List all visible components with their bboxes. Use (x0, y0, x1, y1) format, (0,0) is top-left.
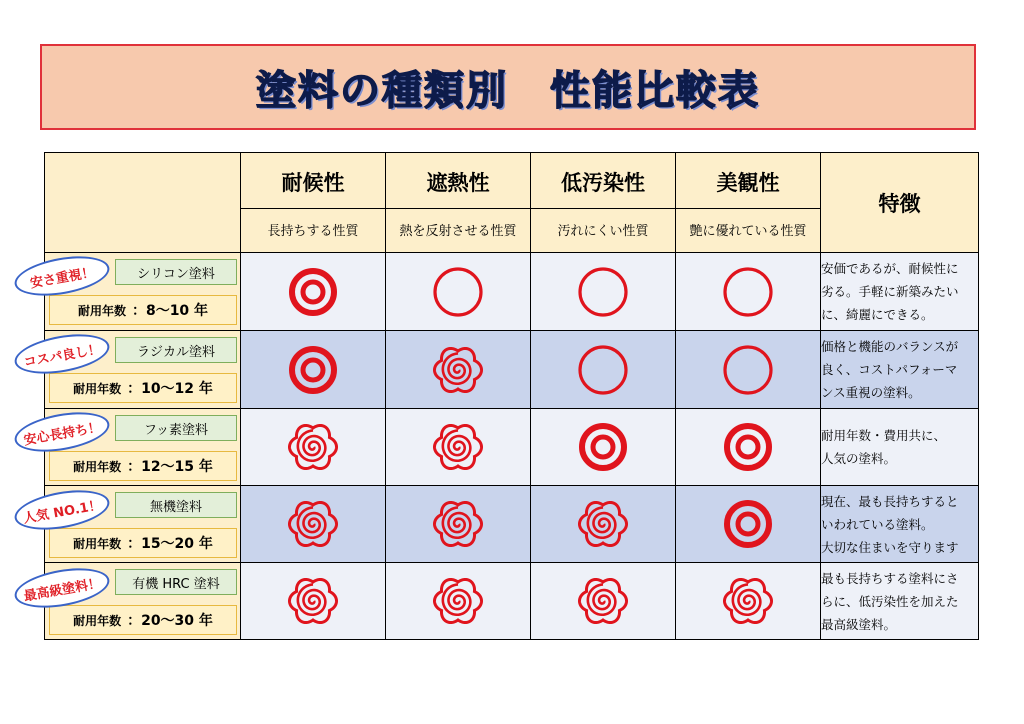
rating-cell (241, 331, 386, 409)
flower-rating-icon (284, 495, 342, 553)
rating-cell (676, 331, 821, 409)
description-line: ンス重視の塗料。 (821, 385, 921, 400)
rating-cell (386, 253, 531, 331)
description-line: 良く、コストパフォーマ (821, 362, 958, 377)
description-line: らに、低汚染性を加えた (821, 593, 959, 609)
durability-label: 耐用年数 (73, 613, 122, 628)
rating-cell (386, 331, 531, 409)
rating-cell (676, 409, 821, 486)
description-line: 最高級塗料。 (821, 616, 897, 632)
durability-value: ：10～12 年 (127, 381, 213, 397)
durability-value: ：15～20 年 (127, 536, 213, 552)
flower-rating-icon (429, 495, 487, 553)
feature-description (821, 331, 979, 409)
circle-rating-icon (719, 341, 777, 399)
rating-cell (241, 409, 386, 486)
double-circle-rating-icon (284, 341, 342, 399)
paint-name: ラジカル塗料 (115, 337, 237, 363)
promo-badge: 安さ重視！ (12, 250, 113, 302)
flower-rating-icon (429, 418, 487, 476)
rating-cell (531, 486, 676, 563)
description-line: 耐用年数・費用共に、 (821, 428, 947, 443)
durability-years (49, 605, 237, 635)
description-line: 現在、最も長持ちすると (821, 493, 959, 509)
description-line: 人気の塗料。 (821, 451, 897, 466)
circle-rating-icon (574, 263, 632, 321)
table-row (45, 563, 979, 640)
comparison-table (44, 152, 979, 640)
durability-years (49, 295, 237, 325)
circle-rating-icon (574, 341, 632, 399)
flower-rating-icon (429, 341, 487, 399)
paint-name: 無機塗料 (115, 492, 237, 518)
durability-label: 耐用年数 (73, 459, 122, 474)
description-line: に、綺麗にできる。 (821, 307, 934, 322)
durability-value: ：12～15 年 (127, 459, 213, 475)
rating-cell (531, 331, 676, 409)
rating-cell (676, 486, 821, 563)
header-heat-shielding: 遮熱性 熱を反射させる性質 (386, 153, 531, 253)
table-row (45, 331, 979, 409)
rating-cell (241, 486, 386, 563)
paint-name: シリコン塗料 (115, 259, 237, 285)
paint-name: 有機 HRC 塗料 (115, 569, 237, 595)
flower-rating-icon (429, 572, 487, 630)
flower-rating-icon (574, 572, 632, 630)
durability-label: 耐用年数 (77, 303, 126, 318)
durability-years (49, 373, 237, 403)
table-row (45, 409, 979, 486)
double-circle-rating-icon (719, 495, 777, 553)
promo-badge: 人気 NO.1！ (12, 484, 113, 536)
table-row (45, 253, 979, 331)
table-row (45, 486, 979, 563)
flower-rating-icon (284, 572, 342, 630)
rating-cell (386, 486, 531, 563)
rating-cell (676, 253, 821, 331)
flower-rating-icon (574, 495, 632, 553)
promo-badge: 安心長持ち！ (12, 406, 113, 458)
header-features: 特徴 (821, 153, 979, 253)
rating-cell (386, 409, 531, 486)
circle-rating-icon (719, 263, 777, 321)
durability-label: 耐用年数 (73, 381, 122, 396)
title-banner (40, 44, 976, 130)
header-low-contamination: 低汚染性 汚れにくい性質 (531, 153, 676, 253)
description-line: 劣る。手軽に新築みたい (821, 284, 959, 299)
description-line: 最も長持ちする塗料にさ (821, 570, 959, 586)
rating-cell (531, 563, 676, 640)
description-line: いわれている塗料。 (821, 516, 934, 532)
feature-description (821, 409, 979, 486)
feature-description (821, 486, 979, 563)
durability-value: ：20～30 年 (127, 613, 213, 629)
flower-rating-icon (284, 418, 342, 476)
feature-description (821, 563, 979, 640)
rating-cell (241, 253, 386, 331)
rating-cell (531, 409, 676, 486)
durability-value: ：8～10 年 (131, 303, 209, 319)
durability-years (49, 528, 237, 558)
double-circle-rating-icon (284, 263, 342, 321)
rating-cell (531, 253, 676, 331)
promo-badge: コスパ良し！ (12, 328, 113, 380)
description-line: 安価であるが、耐候性に (821, 261, 959, 276)
flower-rating-icon (719, 572, 777, 630)
rating-cell (241, 563, 386, 640)
promo-badge: 最高級塗料！ (12, 562, 113, 614)
durability-years (49, 451, 237, 481)
header-appearance: 美観性 艶に優れている性質 (676, 153, 821, 253)
durability-label: 耐用年数 (73, 536, 122, 551)
page-title: 塗料の種類別 性能比較表 (256, 67, 760, 114)
header-row (45, 153, 979, 253)
double-circle-rating-icon (574, 418, 632, 476)
description-line: 大切な住まいを守ります (821, 539, 959, 555)
feature-description (821, 253, 979, 331)
description-line: 価格と機能のバランスが (821, 339, 959, 354)
double-circle-rating-icon (719, 418, 777, 476)
header-corner (45, 153, 241, 253)
rating-cell (386, 563, 531, 640)
rating-cell (676, 563, 821, 640)
circle-rating-icon (429, 263, 487, 321)
paint-name: フッ素塗料 (115, 415, 237, 441)
header-weather-resistance: 耐候性 長持ちする性質 (241, 153, 386, 253)
